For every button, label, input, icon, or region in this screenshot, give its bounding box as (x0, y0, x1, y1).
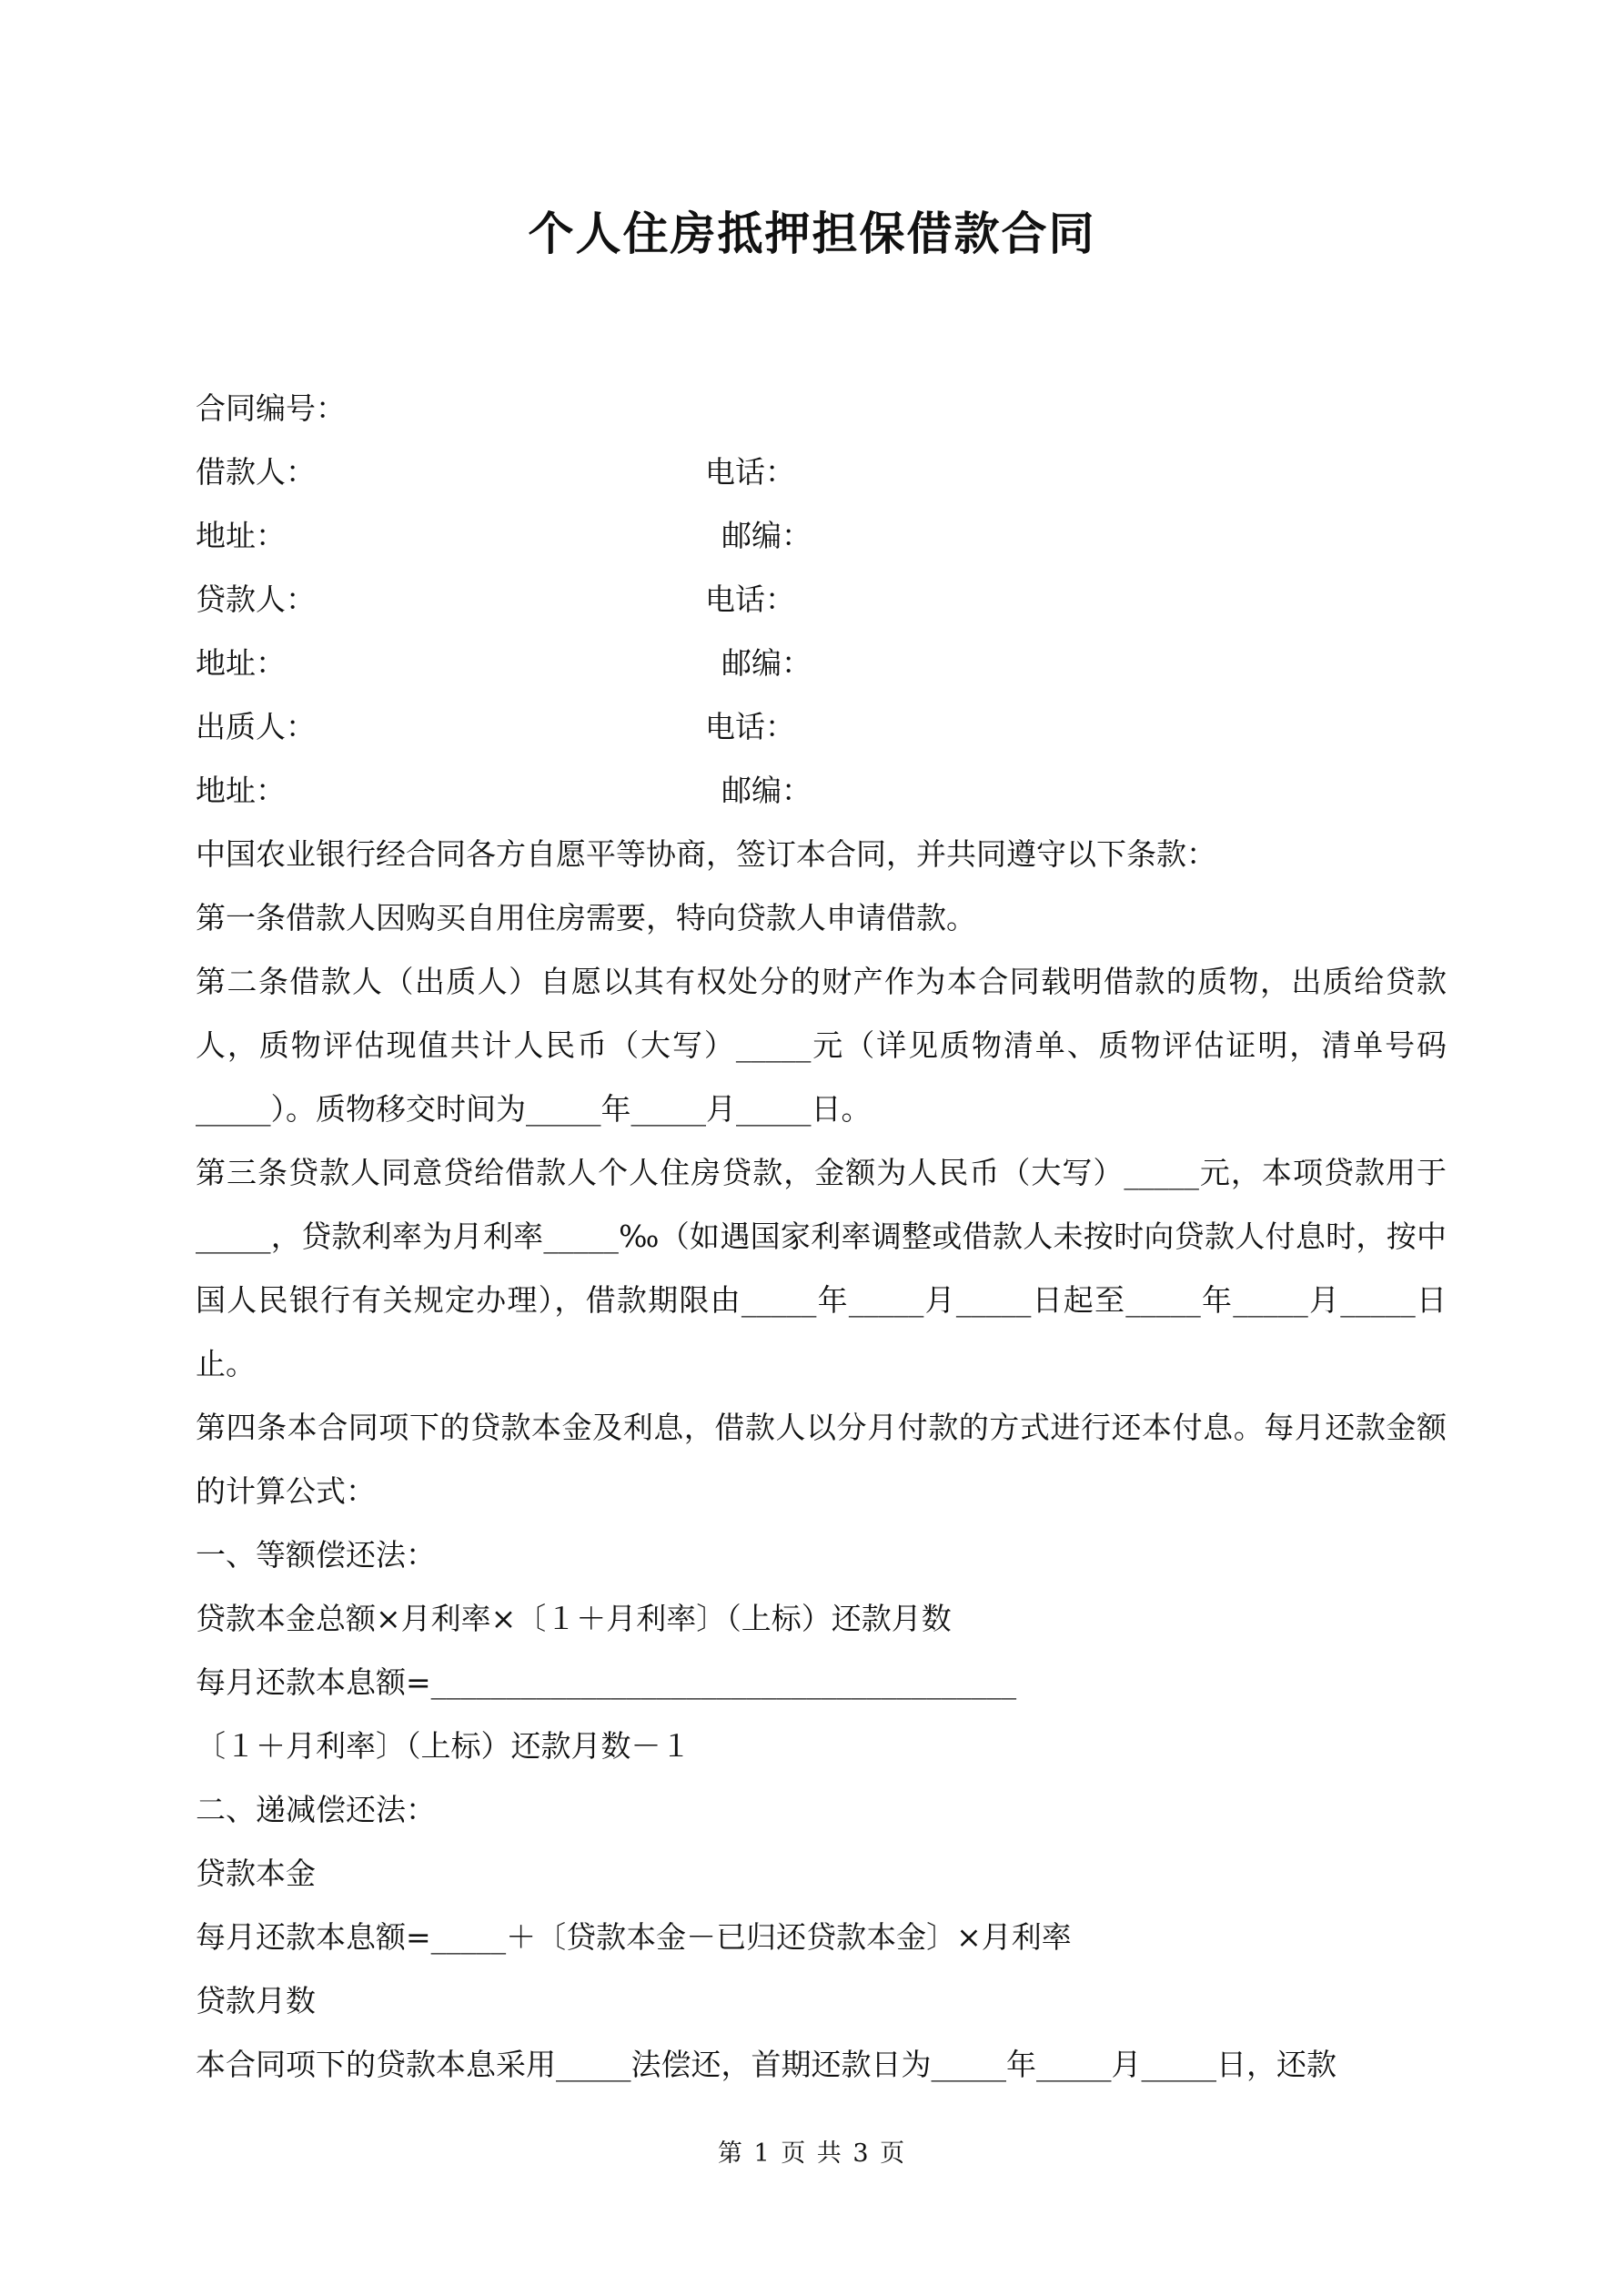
party-row-borrower (196, 440, 1447, 504)
borrower-phone-label: 电话： (705, 454, 795, 490)
party-row-borrower-address (196, 504, 1447, 568)
borrower-address-label: 地址： (196, 518, 286, 553)
method-2-formula: 每月还款本息额=_____＋〔贷款本金－已归还贷款本金〕×月利率 (196, 1919, 1072, 1955)
pledgor-postcode-label: 邮编： (721, 773, 812, 808)
method-2-numerator: 贷款本金 (196, 1856, 316, 1891)
contract-number-label: 合同编号： (196, 390, 346, 426)
pledgor-phone-label: 电话： (705, 709, 795, 744)
lender-address-label: 地址： (196, 645, 286, 681)
method-2-title: 二、递减偿还法： (196, 1792, 436, 1827)
party-row-pledgor-address (196, 759, 1447, 823)
lender-label: 贷款人： (196, 582, 316, 617)
pledgor-label: 出质人： (196, 709, 316, 744)
page-footer: 第 1 页 共 3 页 (717, 2139, 907, 2168)
method-1-denominator: 〔１＋月利率〕（上标）还款月数－１ (196, 1728, 691, 1764)
method-2-denominator: 贷款月数 (196, 1983, 316, 2018)
borrower-label: 借款人： (196, 454, 316, 490)
lender-postcode-label: 邮编： (721, 645, 812, 681)
intro-paragraph: 中国农业银行经合同各方自愿平等协商，签订本合同，并共同遵守以下条款： (196, 836, 1216, 872)
contract-body (196, 377, 1447, 2097)
lender-phone-label: 电话： (705, 582, 795, 617)
method-1-numerator: 贷款本金总额×月利率×〔１＋月利率〕（上标）还款月数 (196, 1601, 952, 1636)
party-row-pledgor (196, 695, 1447, 759)
document-title: 个人住房抵押担保借款合同 (528, 207, 1096, 260)
article-4: 第四条本合同项下的贷款本金及利息，借款人以分月付款的方式进行还本付息。每月还款金额的计算公式： (196, 1410, 1447, 1509)
article-2: 第二条借款人（出质人）自愿以其有权处分的财产作为本合同载明借款的质物，出质给贷款人，质物评估现值共计人民币（大写）_____元（详见质物清单、质物评估证明，清单号码_____）。质物移交时间为_____年_____月_____日。 (196, 964, 1447, 1127)
repayment-line: 本合同项下的贷款本息采用_____法偿还，首期还款日为_____年_____月_____日，还款 (196, 2047, 1337, 2082)
article-3: 第三条贷款人同意贷给借款人个人住房贷款，金额为人民币（大写）_____元，本项贷款用于_____，贷款利率为月利率_____‰（如遇国家利率调整或借款人未按时向贷款人付息时，按中国人民银行有关规定办理），借款期限由_____年_____月_____日起至_____年_____月_____日止。 (196, 1155, 1447, 1381)
method-1-title: 一、等额偿还法： (196, 1537, 436, 1573)
pledgor-address-label: 地址： (196, 773, 286, 808)
method-1-formula: 每月还款本息额=_______________________________________ (196, 1664, 1017, 1700)
article-1: 第一条借款人因购买自用住房需要，特向贷款人申请借款。 (196, 900, 976, 936)
borrower-postcode-label: 邮编： (721, 518, 812, 553)
party-row-lender-address (196, 632, 1447, 695)
party-row-lender (196, 568, 1447, 632)
